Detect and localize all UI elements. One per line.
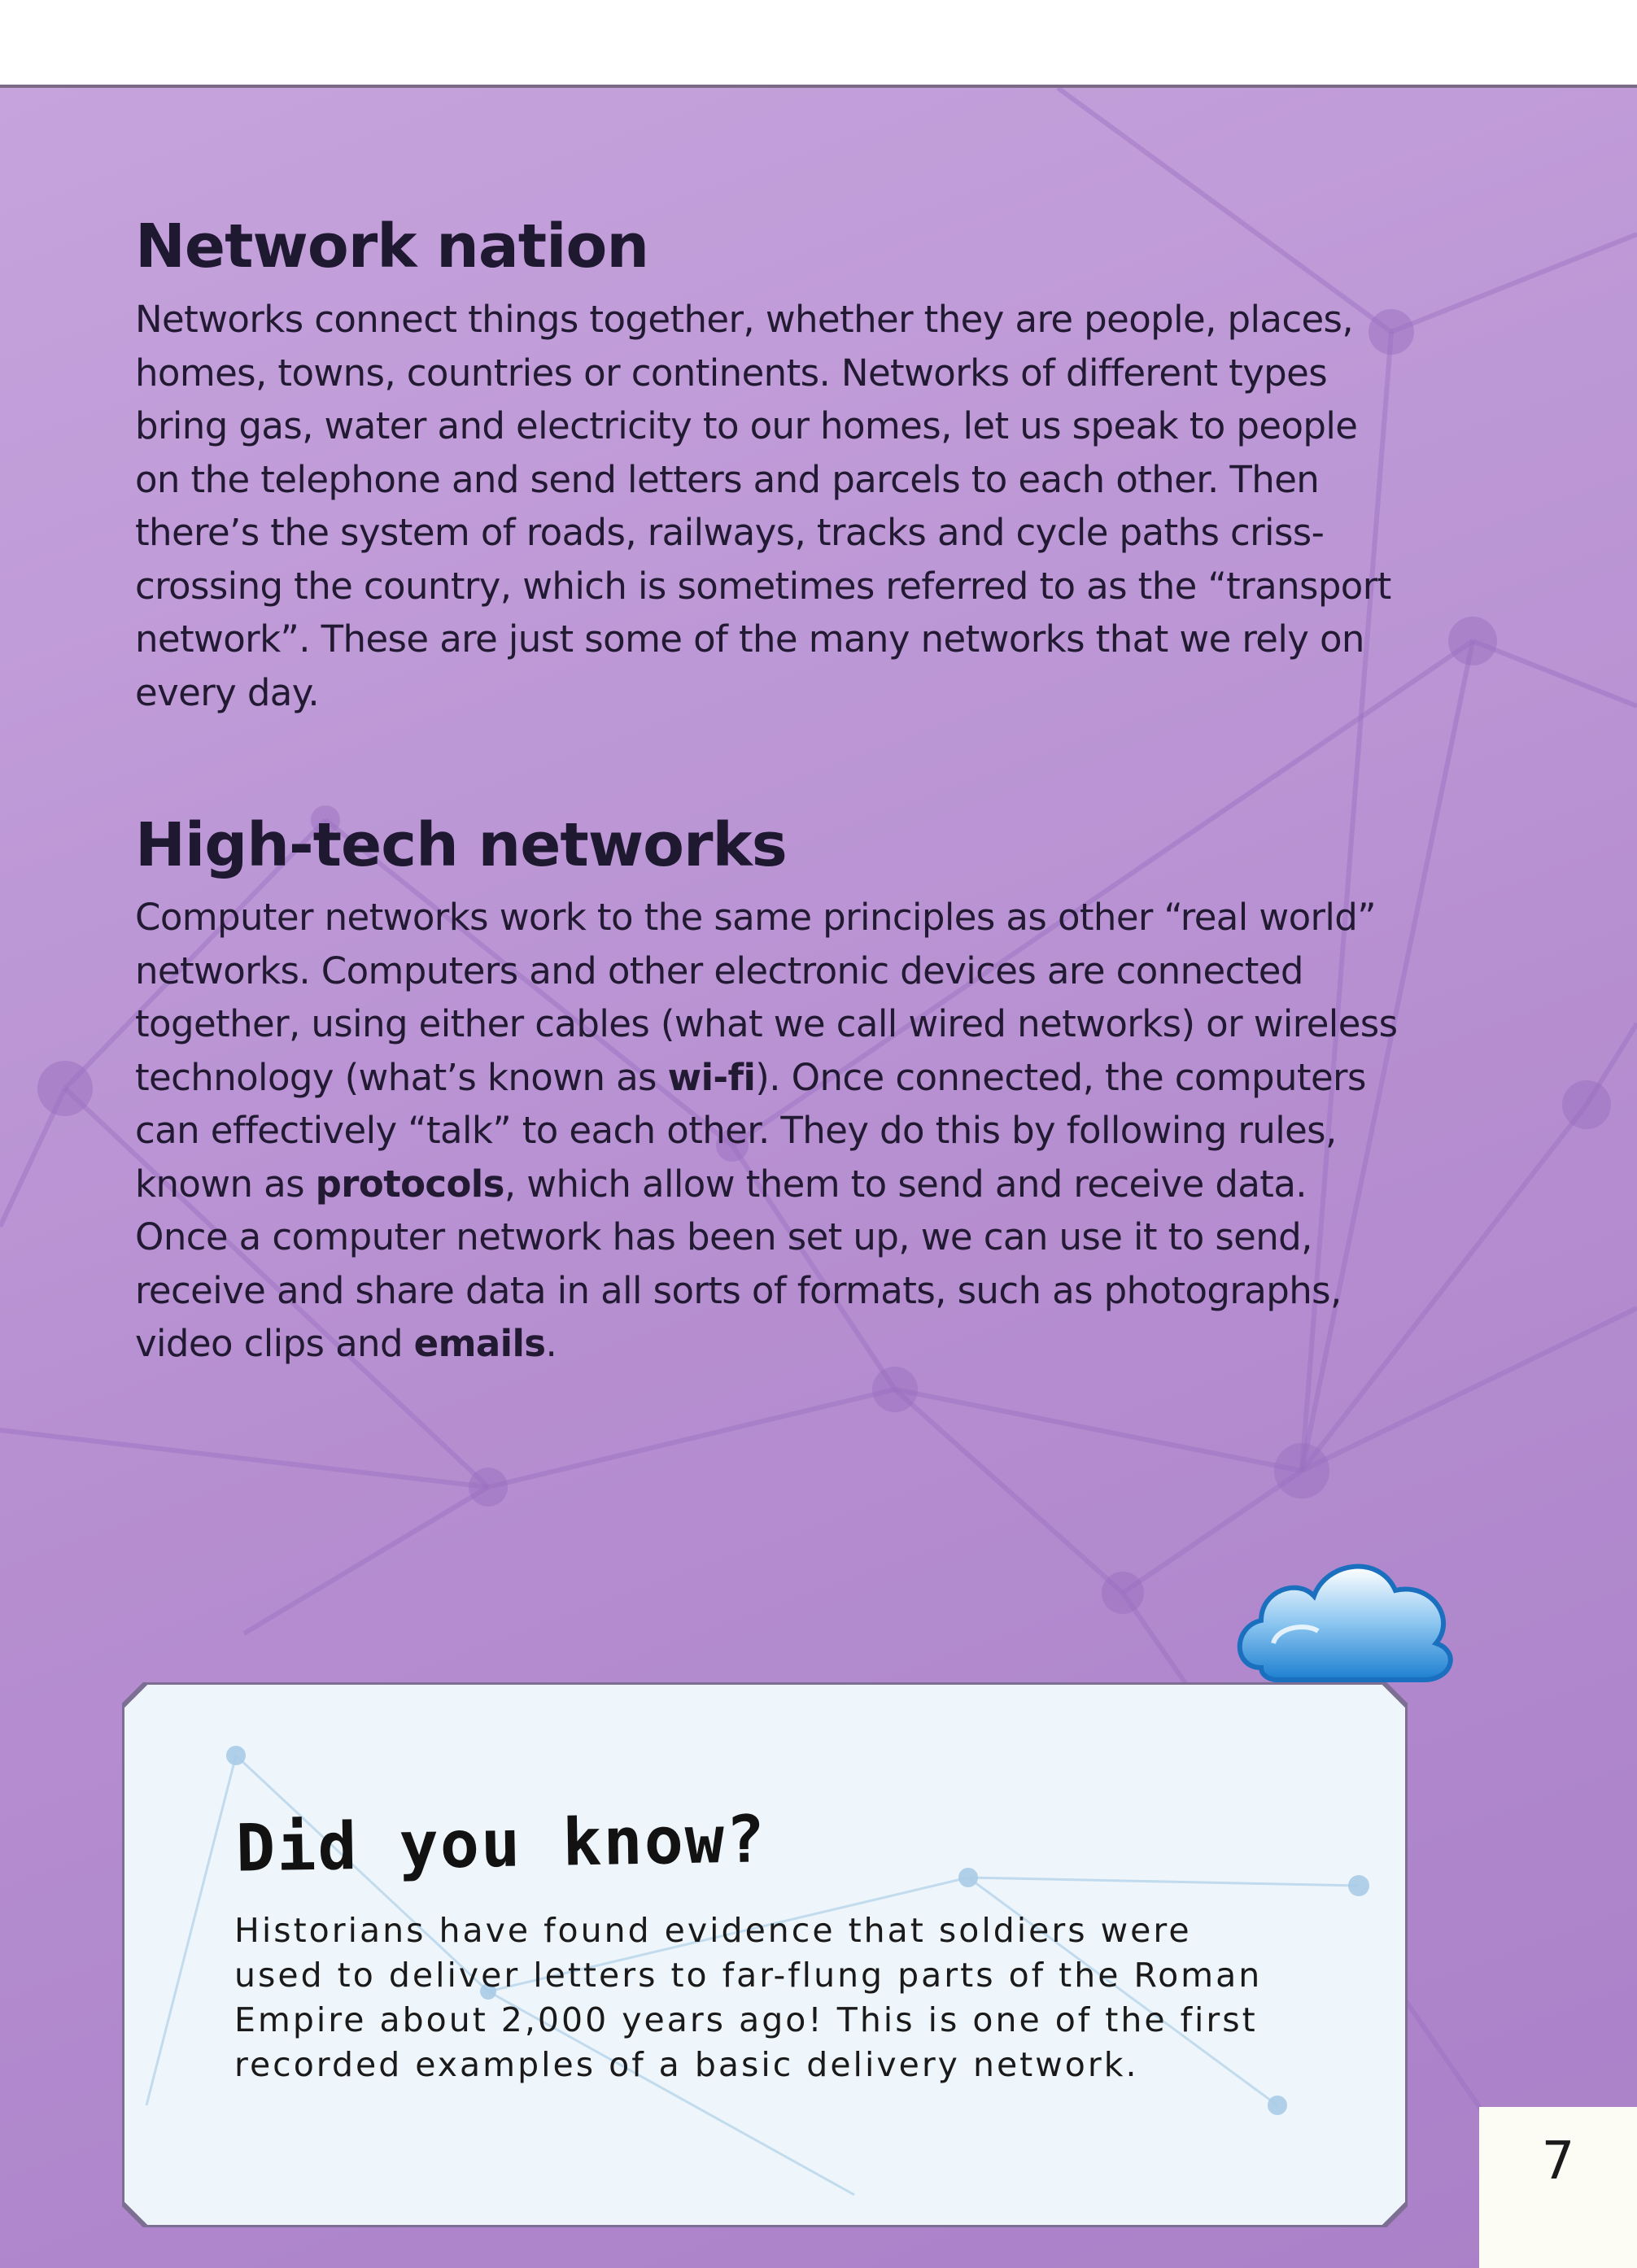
text-run: Computer networks work to the same principles as other “real world” networks. Computers and other electronic devices are connected together, using either cables (what we call wired networks) or wireless technology (what’s known as	[135, 896, 1398, 1099]
text-run: , which allow them to send and receive data. Once a computer network has been set up, we can use it to send, receive and share data in all sorts of formats, such as photographs, video clips and	[135, 1162, 1342, 1365]
glossary-term: wi-fi	[667, 1055, 756, 1099]
did-you-know-box	[122, 1682, 1408, 2227]
did-you-know-text: Historians have found evidence that soldiers were used to deliver letters to far-flung parts of the Roman Empire about 2,000 years ago! This is one of the first recorded examples of a basic delivery network.	[234, 1911, 1263, 2084]
did-you-know-title: Did you know?	[235, 1801, 767, 1886]
cloud-icon	[1229, 1546, 1473, 1708]
glossary-term: emails	[413, 1322, 546, 1365]
page-number-box	[1479, 2107, 1637, 2268]
paragraph-network-nation	[135, 293, 1404, 719]
page-background	[0, 88, 1637, 2268]
glossary-term: protocols	[315, 1162, 504, 1206]
text-run: ). Once connected, the computers can effectively “talk” to each other. They do this by following rules, known as	[135, 1055, 1366, 1206]
heading-network-nation: Network nation	[135, 212, 649, 281]
paragraph-high-tech-networks	[135, 891, 1404, 1371]
text-run: Networks connect things together, whether they are people, places, homes, towns, countries or continents. Networks of different types bring gas, water and electricity to our homes, let us speak to people on the telephone and send letters and parcels to each other. Then there’s the system of roads, railways, tracks and cycle paths criss-crossing the country, which is sometimes referred to as the “transport network”. These are just some of the many networks that we rely on every day.	[135, 298, 1391, 714]
page-number: 7	[1541, 2131, 1575, 2192]
heading-high-tech-networks: High-tech networks	[135, 810, 787, 880]
page-top-margin	[0, 0, 1637, 88]
text-run: .	[545, 1322, 557, 1365]
